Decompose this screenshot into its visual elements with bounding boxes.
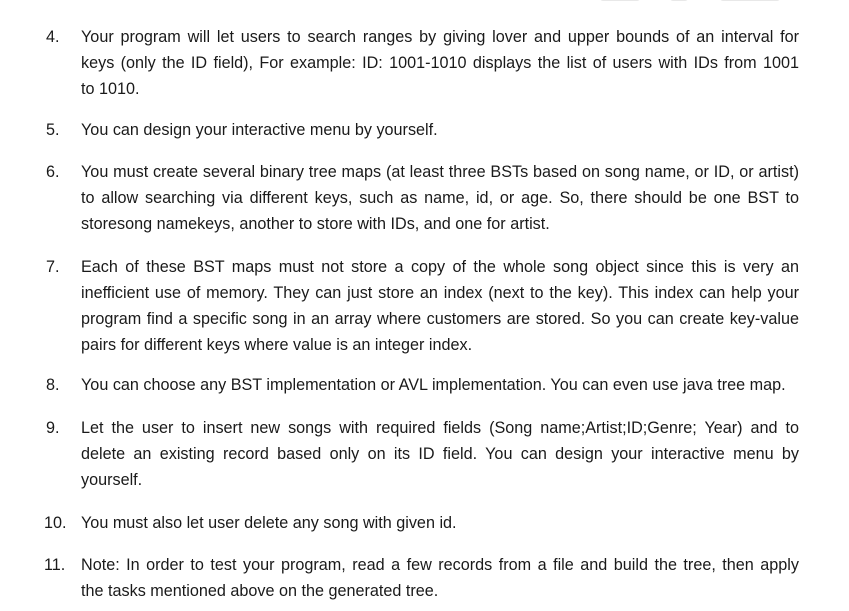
item-number: 4. — [46, 28, 60, 46]
text-line: You can choose any BST implementation or AVL implementation. You can even use java tree map. — [81, 376, 786, 394]
text-line: yourself. — [81, 471, 143, 489]
item-number: 6. — [46, 163, 60, 181]
item-number: 7. — [46, 258, 60, 276]
text-line: the tasks mentioned above on the generated tree. — [81, 582, 439, 600]
item-text — [81, 415, 799, 493]
text-line: to 1010. — [81, 80, 140, 98]
text-line: program find a specific song in an array where customers are stored. So you can create key-value — [81, 310, 799, 328]
item-number: 5. — [46, 121, 60, 139]
text-line: inefficient use of memory. They can just store an index (next to the key). This index can help your — [81, 284, 799, 302]
item-number: 9. — [46, 419, 60, 437]
item-text — [81, 552, 799, 604]
item-text — [81, 117, 799, 143]
item-text — [81, 254, 799, 358]
item-text — [81, 24, 799, 102]
text-line: pairs for different keys where value is an integer index. — [81, 336, 473, 354]
item-text — [81, 372, 799, 398]
text-line: You must create several binary tree maps (at least three BSTs based on song name, or ID, or artist) — [81, 163, 799, 181]
text-line: Let the user to insert new songs with required fields (Song name;Artist;ID;Genre; Year) and to — [81, 419, 799, 437]
text-line: storesong namekeys, another to store with IDs, and one for artist. — [81, 215, 550, 233]
text-line: to allow searching via different keys, such as name, id, or age. So, there should be one BST to — [81, 189, 799, 207]
text-line: keys (only the ID field), For example: ID: 1001-1010 displays the list of users with IDs from 1001 — [81, 54, 799, 72]
text-line: You can design your interactive menu by yourself. — [81, 121, 438, 139]
item-number: 10. — [44, 514, 67, 532]
text-line: delete an existing record based only on its ID field. You can design your interactive menu by — [81, 445, 799, 463]
clipped-header-fragment — [600, 0, 830, 4]
item-text — [81, 510, 799, 536]
text-line: Each of these BST maps must not store a copy of the whole song object since this is very an — [81, 258, 799, 276]
text-line: Note: In order to test your program, read a few records from a file and build the tree, then apply — [81, 556, 799, 574]
text-line: You must also let user delete any song with given id. — [81, 514, 457, 532]
text-line: Your program will let users to search ranges by giving lover and upper bounds of an interval for — [81, 28, 799, 46]
item-number: 8. — [46, 376, 60, 394]
item-text — [81, 159, 799, 237]
item-number: 11. — [44, 556, 66, 574]
